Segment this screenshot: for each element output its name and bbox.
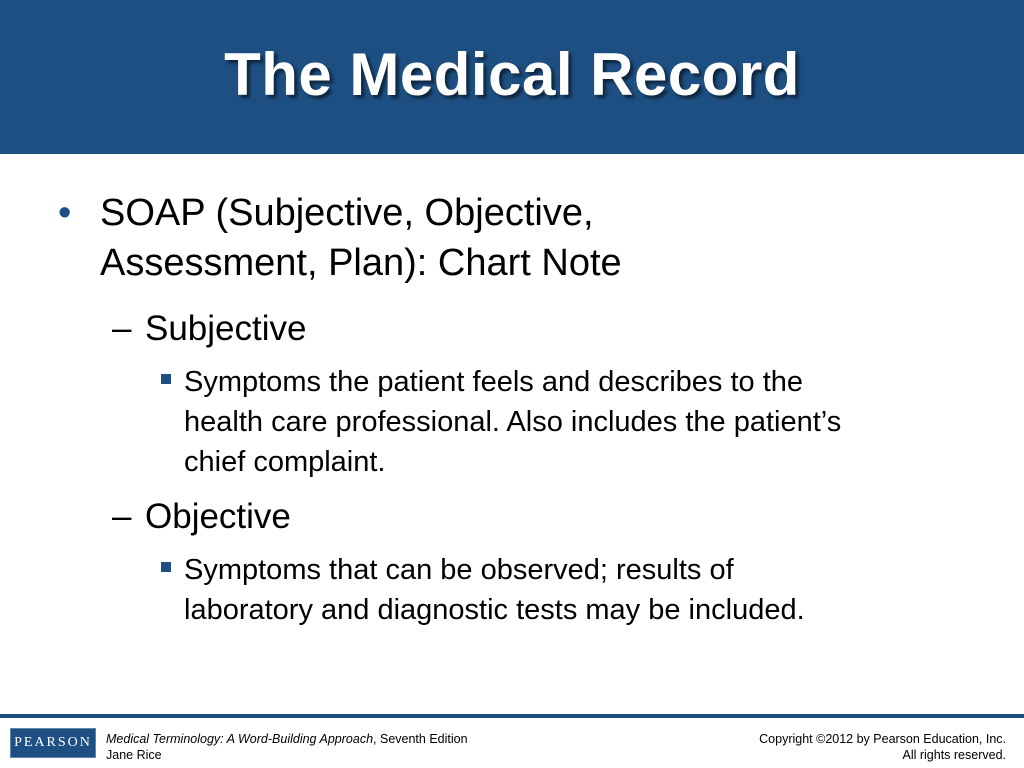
book-edition: , Seventh Edition: [373, 732, 468, 746]
dash-icon: –: [112, 309, 132, 348]
section-heading-objective: Objective: [145, 497, 291, 536]
footer-copyright: [759, 731, 1006, 763]
dash-icon: –: [112, 497, 132, 536]
level1-line: Assessment, Plan): Chart Note: [100, 242, 622, 284]
text-line: chief complaint.: [184, 446, 386, 478]
level1-text: [100, 188, 800, 288]
bullet-icon: •: [58, 192, 72, 234]
slide-title: The Medical Record: [224, 41, 800, 108]
book-title: Medical Terminology: A Word-Building Approach: [106, 732, 374, 746]
objective-description: [184, 550, 984, 630]
square-bullet-icon: [161, 374, 171, 384]
section-heading-subjective: Subjective: [145, 309, 307, 348]
footer-book-info: [106, 731, 468, 763]
subjective-description: [184, 362, 984, 482]
text-line: health care professional. Also includes the patient’s: [184, 406, 842, 438]
level1-line: SOAP (Subjective, Objective,: [100, 192, 594, 234]
book-title-line: [106, 731, 468, 747]
text-line: Symptoms the patient feels and describes to the: [184, 366, 804, 398]
square-bullet-icon: [161, 562, 171, 572]
text-line: Symptoms that can be observed; results of: [184, 554, 734, 586]
pearson-logo: PEARSON: [10, 728, 96, 758]
text-line: laboratory and diagnostic tests may be included.: [184, 594, 805, 626]
copyright-text: Copyright ©2012 by Pearson Education, Inc.: [759, 732, 1006, 746]
footer-divider: [0, 714, 1024, 718]
book-author: Jane Rice: [106, 748, 162, 762]
rights-text: All rights reserved.: [902, 748, 1006, 762]
